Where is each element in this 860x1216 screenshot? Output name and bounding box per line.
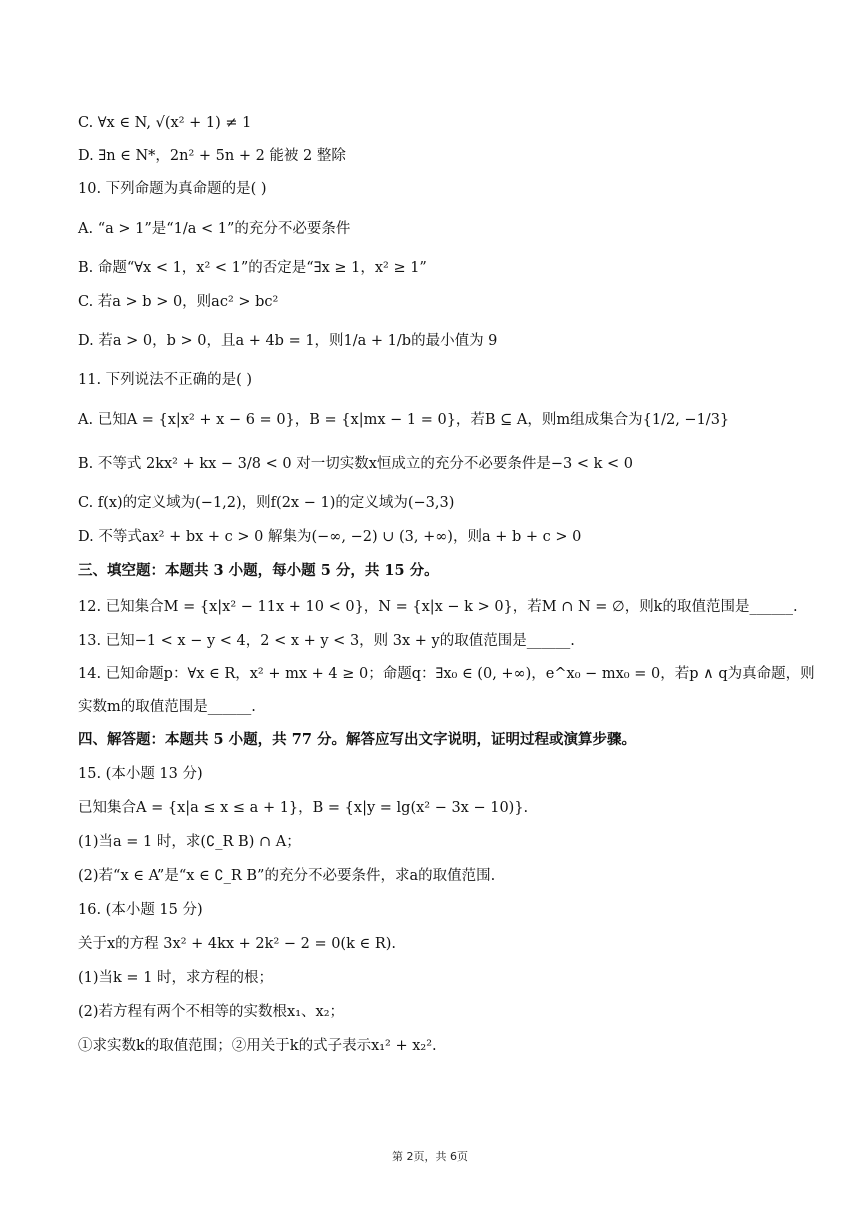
option-11b: B. 不等式 2kx² + kx − 3/8 < 0 对一切实数x恒成立的充分不必要条件是−3 < k < 0 [78, 456, 634, 472]
option-10d: D. 若a > 0，b > 0，且a + 4b = 1，则1/a + 1/b的最小值为 9 [78, 333, 498, 349]
option-10b: B. 命题“∀x < 1，x² < 1”的否定是“∃x ≥ 1，x² ≥ 1” [78, 260, 427, 276]
question-16-subparts: ①求实数k的取值范围；②用关于k的式子表示x₁² + x₂². [78, 1038, 437, 1054]
question-15-header: 15. (本小题 13 分) [78, 766, 203, 782]
option-11a: A. 已知A = {x|x² + x − 6 = 0}，B = {x|mx − 1 = 0}，若B ⊆ A，则m组成集合为{1/2, −1/3} [78, 412, 730, 428]
option-10c: C. 若a > b > 0，则ac² > bc² [78, 294, 279, 310]
question-16-header: 16. (本小题 15 分) [78, 902, 203, 918]
question-11: 11. 下列说法不正确的是( ) [78, 372, 253, 388]
option-9c: C. ∀x ∈ N, √(x² + 1) ≠ 1 [78, 115, 252, 131]
question-10: 10. 下列命题为真命题的是( ) [78, 181, 267, 197]
section-fill-in-heading: 三、填空题：本题共 3 小题，每小题 5 分，共 15 分。 [78, 562, 439, 579]
question-16-stem: 关于x的方程 3x² + 4kx + 2k² − 2 = 0(k ∈ R). [78, 936, 397, 952]
option-11d: D. 不等式ax² + bx + c > 0 解集为(−∞, −2) ∪ (3, +∞)，则a + b + c > 0 [78, 529, 582, 545]
page-footer: 第 2页，共 6页 [392, 1150, 468, 1163]
question-16-part2: (2)若方程有两个不相等的实数根x₁、x₂； [78, 1004, 345, 1020]
option-11c: C. f(x)的定义域为(−1,2)，则f(2x − 1)的定义域为(−3,3) [78, 495, 455, 511]
question-15-stem: 已知集合A = {x|a ≤ x ≤ a + 1}，B = {x|y = lg(x² − 3x − 10)}. [78, 800, 529, 816]
question-15-part1: (1)当a = 1 时，求(∁_R B) ∩ A； [78, 834, 301, 850]
question-12: 12. 已知集合M = {x|x² − 11x + 10 < 0}，N = {x|x − k > 0}，若M ∩ N = ∅，则k的取值范围是______. [78, 599, 798, 615]
question-15-part2: (2)若“x ∈ A”是“x ∈ ∁_R B”的充分不必要条件，求a的取值范围. [78, 868, 496, 884]
section-answer-heading: 四、解答题：本题共 5 小题，共 77 分。解答应写出文字说明，证明过程或演算步骤。 [78, 731, 636, 748]
question-13: 13. 已知−1 < x − y < 4，2 < x + y < 3，则 3x + y的取值范围是______. [78, 633, 575, 649]
question-16-part1: (1)当k = 1 时，求方程的根； [78, 970, 274, 986]
option-10a: A. “a > 1”是“1/a < 1”的充分不必要条件 [78, 221, 351, 237]
question-14-cont: 实数m的取值范围是______. [78, 699, 256, 715]
question-14: 14. 已知命题p：∀x ∈ R，x² + mx + 4 ≥ 0；命题q：∃x₀ ∈ (0, +∞)，e^x₀ − mx₀ = 0，若p ∧ q为真命题，则 [78, 666, 815, 682]
option-9d: D. ∃n ∈ N*，2n² + 5n + 2 能被 2 整除 [78, 148, 346, 164]
